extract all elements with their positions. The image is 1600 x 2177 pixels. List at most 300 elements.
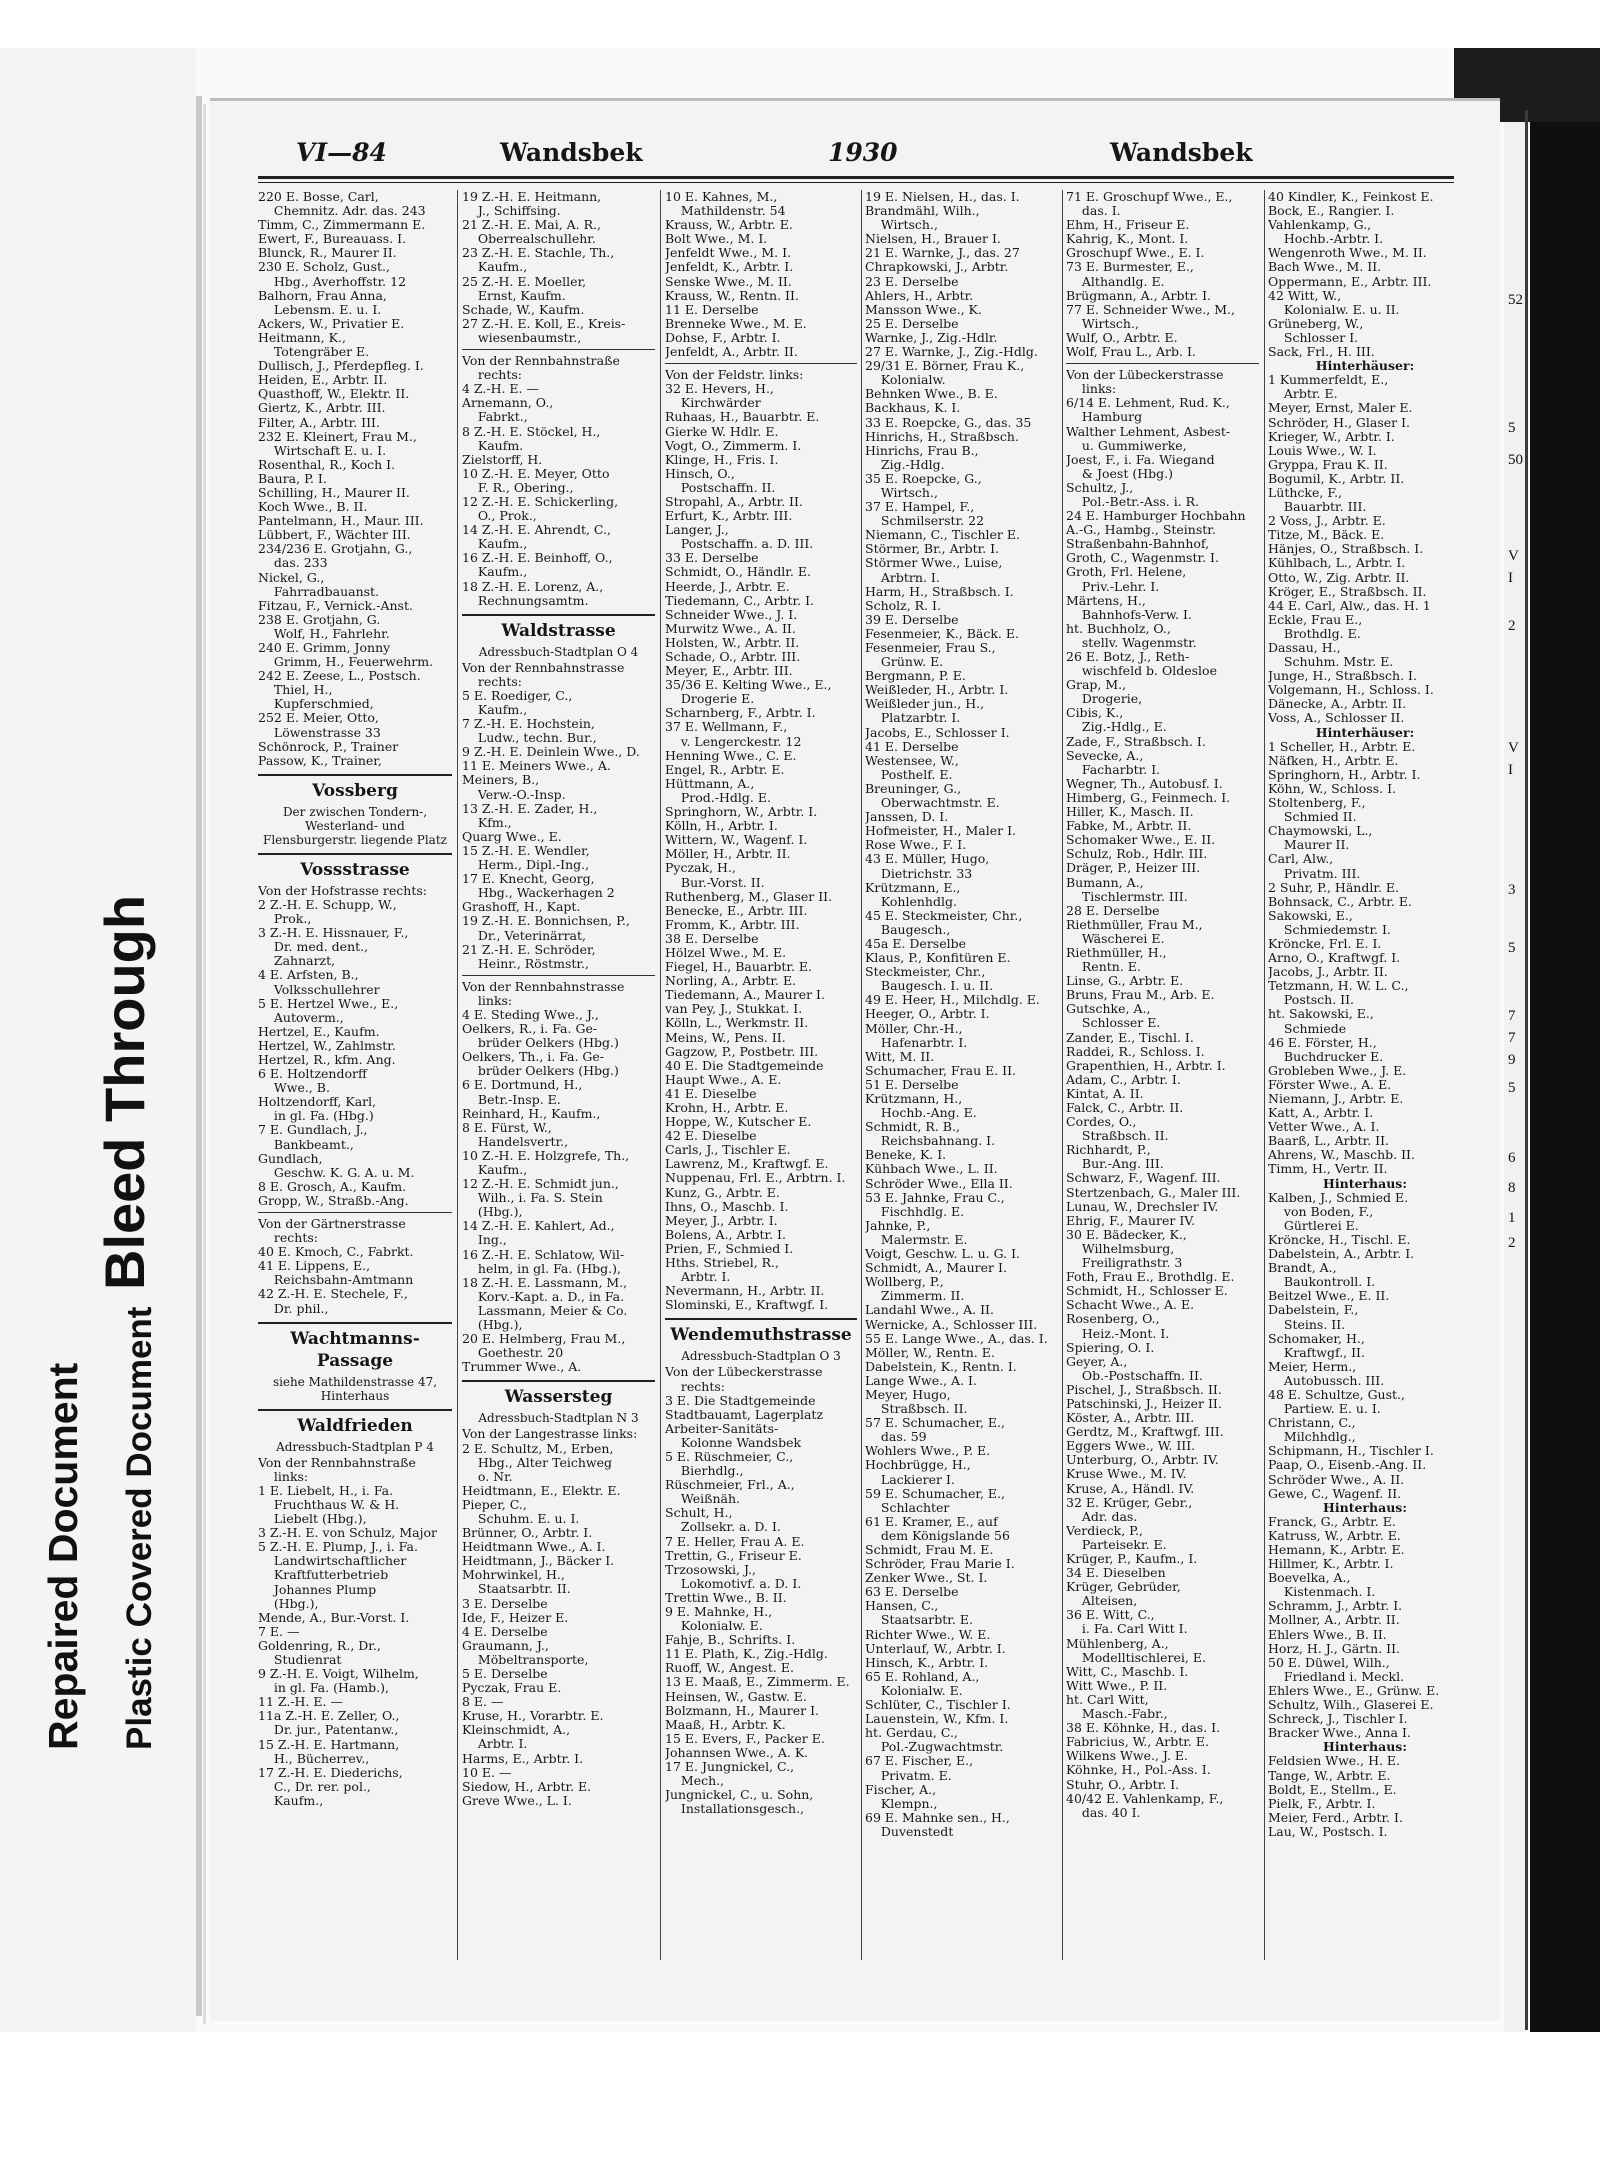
directory-entry: Kaufm.,: [462, 1163, 528, 1177]
directory-entry: Baarß, L., Arbtr. II.: [1268, 1134, 1390, 1149]
directory-entry: 8 E. Fürst, W.,: [462, 1120, 552, 1135]
directory-entry: 63 E. Derselbe: [865, 1585, 959, 1600]
directory-entry: Grashoff, H., Kapt.: [462, 900, 581, 915]
directory-entry: 2 Suhr, P., Händlr. E.: [1268, 880, 1399, 895]
directory-entry: 40 Kindler, K., Feinkost E.: [1268, 190, 1434, 204]
column-separator: [660, 190, 661, 1960]
directory-entry: Rentn. E.: [1066, 960, 1141, 975]
directory-entry: Carls, J., Tischler E.: [665, 1143, 791, 1158]
directory-entry: Katruss, W., Arbtr. E.: [1268, 1528, 1401, 1543]
column-6: [1268, 190, 1462, 1990]
directory-entry: 8 E. —: [462, 1695, 504, 1710]
directory-entry: Kaufm.,: [462, 537, 528, 552]
directory-entry: Nuppenau, Frl. E., Arbtrn. I.: [665, 1171, 846, 1186]
street-heading: [258, 1409, 452, 1437]
directory-entry: das. 59: [865, 1430, 927, 1445]
directory-entry: Mollner, A., Arbtr. II.: [1268, 1613, 1400, 1628]
directory-entry: 7 Z.-H. E. Hochstein,: [462, 717, 595, 732]
directory-entry: 9 Z.-H. E. Deinlein Wwe., D.: [462, 745, 640, 760]
directory-entry: Eggers Wwe., W. III.: [1066, 1439, 1196, 1454]
directory-entry: links:: [462, 993, 513, 1008]
directory-entry: Heinsen, W., Gastw. E.: [665, 1689, 807, 1704]
directory-entry: Unterlauf, W., Arbtr. I.: [865, 1641, 1006, 1656]
directory-entry: Pischel, J., Straßbsch. II.: [1066, 1382, 1222, 1397]
directory-entry: Beitzel Wwe., E. II.: [1268, 1289, 1390, 1304]
directory-entry: 21 Z.-H. E. Mai, A. R.,: [462, 218, 601, 233]
street-title: Waldfrieden: [297, 1415, 413, 1436]
directory-entry: 10 E. —: [462, 1765, 512, 1780]
directory-entry: Kfm.,: [462, 815, 512, 830]
directory-entry: Arbtr. E.: [1268, 387, 1338, 402]
directory-entry: 49 E. Heer, H., Milchdlg. E.: [865, 993, 1040, 1008]
directory-entry: 12 Z.-H. E. Schickerling,: [462, 494, 619, 509]
directory-entry: Reichsbahn-Amtmann: [258, 1273, 414, 1288]
directory-entry: 2 Voss, J., Arbtr. E.: [1268, 514, 1386, 529]
directory-entry: Hafenarbtr. I.: [865, 1035, 968, 1050]
directory-entry: rechts:: [462, 368, 522, 383]
directory-entry: Himberg, G., Feinmech. I.: [1066, 790, 1231, 805]
directory-entry: Schlosser E.: [1066, 1016, 1161, 1031]
directory-entry: Junge, H., Straßbsch. I.: [1268, 669, 1417, 684]
directory-entry: Schulz, Rob., Hdlr. III.: [1066, 847, 1208, 862]
directory-entry: Arno, O., Kraftwgf. I.: [1268, 951, 1401, 966]
directory-entry: Franck, G., Arbtr. E.: [1268, 1514, 1396, 1529]
directory-entry: Lübbert, F., Wächter III.: [258, 528, 411, 543]
directory-entry: Von der Langestrasse links:: [462, 1427, 638, 1442]
street-title: Vossstrasse: [300, 859, 410, 880]
directory-entry: Verdieck, P.,: [1066, 1523, 1143, 1538]
directory-entry: rechts:: [665, 1379, 725, 1394]
section-divider: [462, 349, 655, 350]
directory-entry: Brandt, A.,: [1268, 1261, 1337, 1276]
directory-entry: Heidtmann, J., Bäcker I.: [462, 1554, 615, 1569]
directory-entry: 23 E. Derselbe: [865, 274, 959, 289]
directory-entry: Timm, H., Vertr. II.: [1268, 1162, 1388, 1177]
facing-page-fragment: 8: [1508, 1180, 1516, 1196]
directory-entry: Voigt, Geschw. L. u. G. I.: [865, 1247, 1021, 1262]
directory-entry: Schröder, H., Glaser I.: [1268, 415, 1410, 430]
directory-entry: Linse, G., Arbtr. E.: [1066, 974, 1184, 989]
directory-entry: Schmidt, A., Maurer I.: [865, 1261, 1007, 1276]
directory-entry: Jahnke, P.,: [865, 1218, 931, 1233]
directory-entry: Pielk, F., Arbtr. I.: [1268, 1796, 1376, 1811]
directory-entry: 59 E. Schumacher, E.,: [865, 1486, 1005, 1501]
directory-entry: Möbeltransporte,: [462, 1652, 589, 1667]
column-1: [258, 190, 452, 1990]
facing-page-fragment: 3: [1508, 882, 1516, 898]
directory-entry: Landahl Wwe., A. II.: [865, 1303, 994, 1318]
directory-entry: Staatsarbtr. II.: [462, 1582, 571, 1597]
repaired-document-label: Repaired Document: [40, 1362, 86, 1750]
directory-entry: Sevecke, A.,: [1066, 748, 1144, 763]
directory-entry: Kaufm.,: [258, 1793, 324, 1808]
directory-entry: Facharbtr. I.: [1066, 762, 1161, 777]
directory-entry: 29/31 E. Börner, Frau K.,: [865, 359, 1025, 374]
directory-entry: Freiligrathstr. 3: [1066, 1256, 1183, 1271]
directory-entry: Platzarbtr. I.: [865, 711, 961, 726]
directory-entry: 1 Kummerfeldt, E.,: [1268, 373, 1389, 388]
directory-entry: Prod.-Hdlg. E.: [665, 790, 771, 805]
directory-entry: brüder Oelkers (Hbg.): [462, 1064, 619, 1079]
directory-entry: Schultz, J.,: [1066, 480, 1134, 495]
directory-entry: Hinsch, O.,: [665, 466, 735, 481]
facing-page-fragment: 1: [1508, 1210, 1516, 1226]
directory-entry: Straßbsch. II.: [1066, 1129, 1169, 1144]
directory-entry: 6/14 E. Lehment, Rud. K.,: [1066, 396, 1230, 411]
bottom-margin: [0, 2032, 1600, 2177]
directory-entry: Privatm. E.: [865, 1768, 952, 1783]
directory-entry: H., Bücherrev.,: [258, 1751, 370, 1766]
directory-entry: Quarg Wwe., E.: [462, 829, 562, 844]
directory-entry: Posthelf. E.: [865, 767, 953, 782]
directory-entry: & Joest (Hbg.): [1066, 466, 1173, 481]
directory-entry: 5 E. Roediger, C.,: [462, 688, 573, 703]
directory-entry: Fromm, K., Arbtr. III.: [665, 917, 800, 932]
directory-entry: Gagzow, P., Postbetr. III.: [665, 1044, 819, 1059]
directory-entry: von Boden, F.,: [1268, 1204, 1374, 1219]
directory-entry: 4 E. Steding Wwe., J.,: [462, 1007, 599, 1022]
directory-entry: Kaufm.,: [462, 565, 528, 580]
directory-entry: Jenfeldt, A., Arbtr. II.: [665, 345, 798, 360]
directory-entry: Stropahl, A., Arbtr. II.: [665, 494, 803, 509]
directory-entry: Groth, C., Wagenmstr. I.: [1066, 551, 1219, 566]
directory-entry: Chrapkowski, J., Arbtr.: [865, 260, 1009, 275]
directory-entry: Oelkers, R., i. Fa. Ge-: [462, 1022, 598, 1037]
directory-entry: Hinrichs, Frau B.,: [865, 443, 979, 458]
directory-entry: Jacobs, E., Schlosser I.: [865, 725, 1010, 740]
directory-entry: links:: [258, 1469, 309, 1484]
running-head-right: Wandsbek: [1110, 138, 1253, 167]
directory-entry: Beneke, K. I.: [865, 1148, 947, 1163]
directory-entry: Schmidt, Frau M. E.: [865, 1543, 994, 1557]
directory-entry: Johannes Plump: [258, 1582, 377, 1597]
directory-entry: Mansson Wwe., K.: [865, 302, 982, 317]
directory-entry: Schomaker, H.,: [1268, 1331, 1365, 1346]
directory-entry: Arnemann, O.,: [462, 396, 554, 411]
directory-entry: Meyer, J., Arbtr. I.: [665, 1213, 778, 1228]
facing-page-fragment: 5: [1508, 1080, 1516, 1096]
directory-entry: 35/36 E. Kelting Wwe., E.,: [665, 678, 832, 693]
directory-entry: Harm, H., Straßbsch. I.: [865, 584, 1014, 599]
directory-entry: Schröder, Frau Marie I.: [865, 1557, 1015, 1572]
directory-entry: Henning Wwe., C. E.: [665, 748, 797, 763]
directory-entry: Fruchthaus W. & H.: [258, 1497, 400, 1512]
directory-entry: 46 E. Förster, H.,: [1268, 1035, 1377, 1050]
directory-entry: Meins, W., Pens. II.: [665, 1030, 786, 1045]
directory-entry: 1 E. Liebelt, H., i. Fa.: [258, 1483, 394, 1498]
directory-entry: Reinhard, H., Kaufm.,: [462, 1106, 601, 1121]
directory-entry: Krützmann, H.,: [865, 1092, 963, 1106]
directory-entry: Grapenthien, H., Arbtr. I.: [1066, 1058, 1226, 1073]
directory-entry: brüder Oelkers (Hbg.): [462, 1036, 619, 1051]
directory-entry: Bergmann, P. E.: [865, 669, 966, 684]
directory-entry: Richter Wwe., W. E.: [865, 1627, 991, 1642]
directory-entry: Möller, W., Rentn. E.: [865, 1345, 995, 1360]
directory-entry: Kolonialw.: [865, 373, 946, 388]
directory-entry: Schmidt, R. B.,: [865, 1120, 960, 1135]
directory-entry: Chaymowski, L.,: [1268, 824, 1373, 839]
directory-entry: Hertzel, E., Kaufm.: [258, 1024, 380, 1039]
directory-entry: Ehm, H., Friseur E.: [1066, 218, 1190, 233]
directory-entry: 5 Z.-H. E. Plump, J., i. Fa.: [258, 1540, 418, 1555]
directory-entry: Volksschullehrer: [258, 982, 380, 997]
directory-entry: 34 E. Dieselben: [1066, 1566, 1166, 1581]
directory-entry: Priv.-Lehr. I.: [1066, 579, 1160, 594]
directory-entry: Meyer, E., Arbtr. III.: [665, 664, 793, 679]
directory-entry: Zenker Wwe., St. I.: [865, 1571, 988, 1586]
directory-entry: Stadtbauamt, Lagerplatz: [665, 1407, 824, 1422]
street-note: [462, 1411, 655, 1425]
directory-entry: Dabelstein, A., Arbtr. I.: [1268, 1247, 1415, 1262]
directory-entry: Kupferschmied,: [258, 697, 374, 712]
column-separator: [1062, 190, 1063, 1960]
directory-entry: Rosenberg, O.,: [1066, 1312, 1160, 1327]
directory-entry: 57 E. Schumacher, E.,: [865, 1416, 1005, 1431]
directory-entry: Totengräber E.: [258, 345, 370, 360]
directory-entry: 26 E. Botz, J., Reth-: [1066, 650, 1190, 664]
directory-entry: Sack, Frl., H. III.: [1268, 345, 1375, 360]
directory-entry: Breuninger, G.,: [865, 781, 962, 796]
directory-entry: Mende, A., Bur.-Vorst. I.: [258, 1610, 410, 1625]
directory-entry: Modelltischlerei, E.: [1066, 1650, 1206, 1665]
directory-entry: Wilkens Wwe., J. E.: [1066, 1749, 1188, 1764]
directory-entry: Dullisch, J., Pferdepfleg. I.: [258, 359, 424, 374]
directory-entry: helm, in gl. Fa. (Hbg.),: [462, 1261, 621, 1276]
directory-entry: Schlachter: [865, 1500, 950, 1515]
directory-entry: Schönrock, P., Trainer: [258, 739, 399, 754]
directory-entry: Kaufm.,: [462, 703, 528, 717]
directory-entry: Pyczak, Frau E.: [462, 1681, 562, 1696]
directory-entry: Dabelstein, F.,: [1268, 1303, 1359, 1318]
directory-entry: 38 E. Derselbe: [665, 931, 759, 946]
directory-entry: Lauenstein, W., Kfm. I.: [865, 1712, 1009, 1727]
directory-entry: das. I.: [1066, 204, 1121, 219]
street-title: Waldstrasse: [501, 620, 616, 641]
directory-entry: Postsch. II.: [1268, 993, 1355, 1008]
running-head-left: Wandsbek: [500, 138, 643, 167]
directory-entry: Nickel, G.,: [258, 570, 325, 585]
directory-entry: Meyer, Ernst, Maler E.: [1268, 401, 1413, 416]
directory-entry: Wirtsch.,: [1066, 316, 1139, 331]
directory-entry: Schmiede: [1268, 1021, 1347, 1036]
directory-entry: Dr. med. dent.,: [258, 940, 369, 955]
directory-entry: Fabke, M., Arbtr. II.: [1066, 819, 1192, 834]
directory-entry: Schlosser I.: [1268, 330, 1359, 345]
directory-entry: 2 E. Schultz, M., Erben,: [462, 1441, 614, 1456]
column-3: [665, 190, 857, 1990]
directory-entry: 5 E. Derselbe: [462, 1667, 548, 1681]
directory-entry: 6 E. Holtzendorff: [258, 1067, 367, 1082]
directory-entry: Schipmann, H., Tischler I.: [1268, 1444, 1434, 1459]
directory-entry: Korv.-Kapt. a. D., in Fa.: [462, 1289, 625, 1304]
directory-entry: Von der Feldstr. links:: [665, 368, 804, 383]
directory-entry: 73 E. Burmester, E.,: [1066, 260, 1194, 275]
directory-entry: 3 Z.-H. E. von Schulz, Major: [258, 1526, 437, 1541]
directory-entry: (Hbg.),: [462, 1205, 523, 1220]
directory-entry: Pyczak, H.,: [665, 861, 736, 876]
directory-entry: Siedow, H., Arbtr. E.: [462, 1779, 592, 1794]
directory-entry: Straßbsch. II.: [865, 1402, 968, 1417]
directory-entry: Hemann, K., Arbtr. E.: [1268, 1543, 1405, 1557]
directory-entry: Ernst, Kaufm.: [462, 288, 566, 303]
directory-entry: Kühbach Wwe., L. II.: [865, 1162, 998, 1177]
directory-entry: 14 Z.-H. E. Kahlert, Ad.,: [462, 1219, 615, 1234]
street-note-text: Adressbuch-Stadtplan N 3: [478, 1411, 639, 1426]
directory-entry: 50 E. Düwel, Wilh.,: [1268, 1655, 1390, 1670]
directory-entry: Partiew. E. u. I.: [1268, 1402, 1381, 1417]
directory-entry: Baugesch.,: [865, 922, 951, 937]
directory-entry: 15 Z.-H. E. Wendler,: [462, 843, 590, 858]
directory-entry: Tiedemann, A., Maurer I.: [665, 988, 825, 1003]
directory-entry: Fabrkt.,: [462, 410, 528, 425]
directory-entry: Schmiedemstr. I.: [1268, 922, 1391, 937]
directory-entry: Heeger, O., Arbtr. I.: [865, 1007, 990, 1022]
directory-entry: Von der Rennbahnstraße: [462, 354, 620, 369]
directory-entry: Goethestr. 20: [462, 1346, 564, 1361]
directory-entry: Greve Wwe., L. I.: [462, 1793, 572, 1808]
directory-entry: Mathildenstr. 54: [665, 204, 786, 219]
facing-page-fragment: I: [1508, 762, 1513, 778]
facing-page-fragment: I: [1508, 570, 1513, 586]
directory-entry: Oelkers, Th., i. Fa. Ge-: [462, 1050, 605, 1065]
directory-entry: Fesenmeier, Frau S.,: [865, 641, 996, 655]
directory-entry: 41 E. Derselbe: [865, 739, 959, 754]
directory-entry: 38 E. Köhnke, H., das. I.: [1066, 1721, 1221, 1736]
directory-entry: 25 Z.-H. E. Moeller,: [462, 274, 587, 289]
directory-entry: 8 E. Grosch, A., Kaufm.: [258, 1179, 407, 1194]
directory-entry: Feldsien Wwe., H. E.: [1268, 1754, 1401, 1769]
directory-entry: Hochbrügge, H.,: [865, 1458, 971, 1473]
directory-entry: Bolt Wwe., M. I.: [665, 232, 768, 247]
directory-entry: Bracker Wwe., Anna I.: [1268, 1726, 1411, 1741]
directory-entry: Brügmann, A., Arbtr. I.: [1066, 288, 1212, 303]
directory-entry: Gryppa, Frau K. II.: [1268, 457, 1388, 472]
directory-entry: Fesenmeier, K., Bäck. E.: [865, 626, 1019, 641]
directory-entry: Bahnhofs-Verw. I.: [1066, 607, 1192, 622]
directory-entry: Geyer, A.,: [1066, 1354, 1128, 1369]
directory-entry: Warnke, J., Zig.-Hdlr.: [865, 330, 998, 345]
street-note: [258, 1440, 452, 1454]
directory-entry: Dr., Veterinärrat,: [462, 928, 587, 943]
directory-entry: Ludw., techn. Bur.,: [462, 731, 597, 746]
directory-entry: Malermstr. E.: [865, 1232, 968, 1247]
directory-entry: Dassau, H.,: [1268, 641, 1341, 655]
directory-entry: 7 E. Gundlach, J.,: [258, 1123, 368, 1138]
directory-entry: Reichsbahnang. I.: [865, 1134, 996, 1149]
directory-entry: Dr. phil.,: [258, 1301, 329, 1316]
directory-entry: Ruoff, W., Angest. E.: [665, 1661, 794, 1676]
right-dark-margin: [1530, 122, 1600, 2032]
directory-entry: Schröder Wwe., A. II.: [1268, 1472, 1405, 1487]
directory-entry: Schneider Wwe., J. I.: [665, 607, 798, 622]
column-5: [1066, 190, 1259, 1990]
directory-entry: Friedland i. Meckl.: [1268, 1669, 1405, 1684]
directory-entry: Bumann, A.,: [1066, 875, 1144, 890]
directory-entry: Schlüter, C., Tischler I.: [865, 1698, 1011, 1713]
directory-entry: Cibis, K.,: [1066, 706, 1124, 721]
directory-entry: Zimmerm. II.: [865, 1289, 965, 1304]
directory-entry: Parteisekr. E.: [1066, 1537, 1167, 1552]
directory-entry: 21 Z.-H. E. Schröder,: [462, 942, 596, 957]
directory-entry: Kaufm.: [462, 438, 524, 453]
directory-entry: wischfeld b. Oldesloe: [1066, 664, 1217, 679]
facing-page-fragment: 7: [1508, 1008, 1516, 1024]
directory-entry: Kohlenhdlg.: [865, 894, 957, 909]
directory-entry: Ahlers, H., Arbtr.: [865, 288, 974, 303]
directory-entry: Brothdlg. E.: [1268, 626, 1361, 641]
directory-entry: Cordes, O.,: [1066, 1115, 1137, 1130]
directory-entry: Ob.-Postschaffn. II.: [1066, 1368, 1203, 1383]
directory-entry: 9 Z.-H. E. Voigt, Wilhelm,: [258, 1667, 419, 1682]
directory-entry: 11a Z.-H. E. Zeller, O.,: [258, 1709, 400, 1724]
directory-entry: Scharnberg, F., Arbtr. I.: [665, 706, 816, 721]
bleed-through-label: Bleed Through: [93, 894, 156, 1290]
directory-entry: Ruhaas, H., Bauarbtr. E.: [665, 410, 820, 425]
directory-entry: Ide, F., Heizer E.: [462, 1610, 569, 1625]
directory-entry: Boldt, E., Stellm., E.: [1268, 1782, 1397, 1797]
directory-entry: Ing.,: [462, 1233, 507, 1248]
directory-entry: Möller, H., Arbtr. II.: [665, 847, 791, 862]
directory-entry: 4 Z.-H. E. —: [462, 382, 540, 397]
directory-entry: 17 Z.-H. E. Diederichs,: [258, 1765, 403, 1780]
directory-entry: Brünner, O., Arbtr. I.: [462, 1526, 593, 1541]
directory-entry: Grap, M.,: [1066, 678, 1127, 693]
directory-entry: Kunz, G., Arbtr. E.: [665, 1185, 780, 1200]
header-rule: [258, 176, 1454, 179]
directory-entry: in gl. Fa. (Hbg.): [258, 1109, 374, 1124]
directory-entry: Unterburg, O., Arbtr. IV.: [1066, 1453, 1219, 1468]
directory-entry: Brandmähl, Wilh.,: [865, 204, 980, 219]
directory-entry: Kahrig, K., Mont. I.: [1066, 232, 1189, 247]
directory-entry: Hbg., Wackerhagen 2: [462, 886, 615, 901]
page-edge-inner: [203, 104, 206, 2024]
directory-entry: Mohrwinkel, H.,: [462, 1568, 565, 1583]
directory-entry: 42 E. Dieselbe: [665, 1129, 757, 1144]
header-rule-thin: [258, 182, 1454, 183]
directory-entry: Gürtlerei E.: [1268, 1218, 1359, 1233]
directory-entry: Patschinski, J., Heizer II.: [1066, 1396, 1222, 1411]
directory-entry: ht. Buchholz, O.,: [1066, 621, 1171, 636]
directory-entry: Hertzel, R., kfm. Ang.: [258, 1052, 396, 1067]
directory-entry: 18 Z.-H. E. Lassmann, M.,: [462, 1275, 628, 1290]
directory-entry: Lokomotivf. a. D. I.: [665, 1576, 802, 1591]
directory-entry: Krauss, W., Arbtr. E.: [665, 218, 793, 233]
section-divider: [665, 363, 857, 364]
street-title: Wachtmanns-Passage: [290, 1328, 420, 1371]
directory-entry: Hinsch, K., Arbtr. I.: [865, 1655, 989, 1670]
directory-entry: Kölln, H., Arbtr. I.: [665, 819, 778, 834]
directory-entry: Postschaffn. a. D. III.: [665, 537, 814, 552]
directory-entry: stellv. Wagenmstr.: [1066, 635, 1197, 650]
directory-entry: Tiedemann, C., Arbtr. I.: [665, 593, 815, 608]
directory-entry: 14 Z.-H. E. Ahrendt, C.,: [462, 523, 611, 538]
directory-entry: Wengenroth Wwe., M. II.: [1268, 246, 1427, 261]
directory-entry: Bierhdlg.,: [665, 1464, 744, 1479]
directory-entry: Heitmann, K.,: [258, 330, 346, 345]
directory-entry: Hüttmann, A.,: [665, 776, 755, 791]
directory-entry: Schmilserstr. 22: [865, 514, 985, 529]
directory-entry: Ruthenberg, M., Glaser II.: [665, 889, 833, 904]
directory-entry: Ihns, O., Maschb. I.: [665, 1199, 789, 1214]
directory-entry: Förster Wwe., A. E.: [1268, 1077, 1392, 1092]
directory-entry: Hamburg: [1066, 410, 1143, 425]
directory-entry: Lassmann, Meier & Co.: [462, 1303, 628, 1318]
top-margin: [0, 0, 1600, 48]
directory-entry: Kolonialw. E.: [665, 1619, 763, 1634]
column-4: [865, 190, 1058, 1990]
directory-entry: ht. Carl Witt,: [1066, 1692, 1149, 1707]
directory-entry: Senske Wwe., M. II.: [665, 274, 792, 289]
